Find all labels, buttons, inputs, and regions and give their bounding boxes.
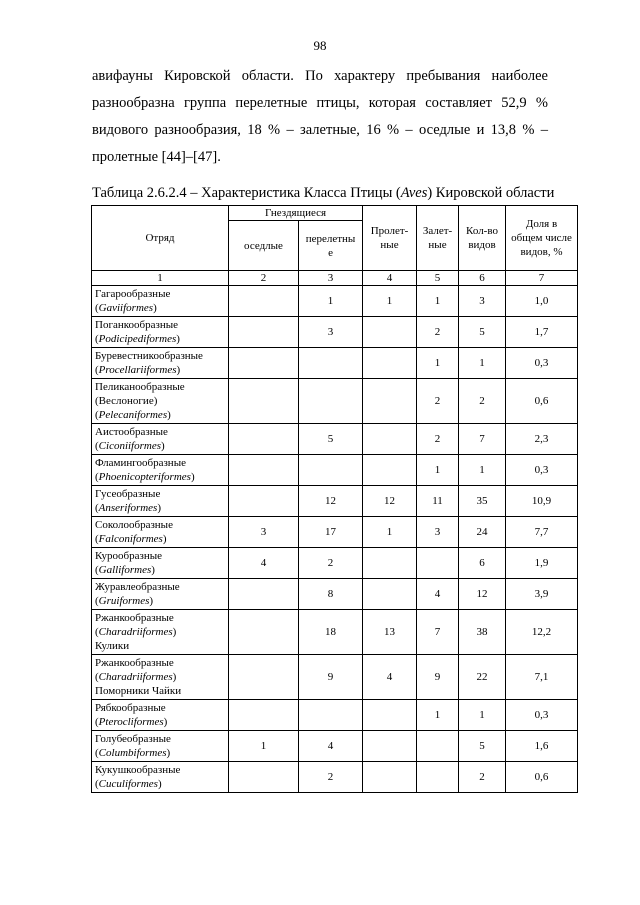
passage-cell: 4 [363, 655, 417, 700]
migratory-cell: 9 [299, 655, 363, 700]
passage-cell [363, 379, 417, 424]
table-row [92, 486, 578, 517]
table-row [92, 317, 578, 348]
passage-cell: 12 [363, 486, 417, 517]
order-cell: Пеликанообразные (Веслоногие) (Pelecaniformes) [92, 379, 229, 424]
sedentary-cell [229, 762, 299, 793]
column-number: 1 [92, 271, 229, 286]
table-row [92, 455, 578, 486]
sedentary-cell [229, 610, 299, 655]
table-row [92, 348, 578, 379]
sedentary-cell [229, 579, 299, 610]
body-paragraph: авифауны Кировской области. По характеру пребывания наиболее разнообразна группа перелетные птицы, которая составляет 52,9 % видового разнообразия, 18 % – залетные, 16 % – оседлые и 13,8 % – пролетные [44]–[47]. [92, 68, 548, 165]
vagrant-cell: 3 [417, 517, 459, 548]
vagrant-cell [417, 548, 459, 579]
table-row [92, 610, 578, 655]
migratory-cell: 3 [299, 317, 363, 348]
share-cell: 3,9 [506, 579, 578, 610]
order-latin-name: Pterocliformes [98, 716, 164, 728]
count-cell: 7 [459, 424, 506, 455]
order-name: Ржанкообразные [95, 657, 174, 669]
order-cell: Кукушкообразные (Cuculiformes) [92, 762, 229, 793]
order-name: Курообразные [95, 550, 162, 562]
passage-cell [363, 424, 417, 455]
sedentary-cell: 4 [229, 548, 299, 579]
share-cell: 10,9 [506, 486, 578, 517]
count-cell: 12 [459, 579, 506, 610]
migratory-cell: 2 [299, 548, 363, 579]
order-cell: Журавлеобразные (Gruiformes) [92, 579, 229, 610]
sedentary-cell: 3 [229, 517, 299, 548]
count-cell: 35 [459, 486, 506, 517]
migratory-cell: 5 [299, 424, 363, 455]
migratory-cell [299, 700, 363, 731]
share-cell: 12,2 [506, 610, 578, 655]
column-number: 5 [417, 271, 459, 286]
header-order: Отряд [92, 206, 229, 271]
count-cell: 1 [459, 700, 506, 731]
count-cell: 1 [459, 455, 506, 486]
order-latin-name: Ciconiiformes [98, 440, 162, 452]
table-row [92, 700, 578, 731]
vagrant-cell [417, 762, 459, 793]
table-row [92, 424, 578, 455]
order-latin-name: Gaviiformes [98, 302, 154, 314]
share-cell: 1,6 [506, 731, 578, 762]
passage-cell [363, 762, 417, 793]
order-latin-name: Phoenicopteriformes [98, 471, 191, 483]
passage-cell [363, 317, 417, 348]
vagrant-cell: 9 [417, 655, 459, 700]
count-cell: 1 [459, 348, 506, 379]
order-name: Кукушкообразные [95, 764, 181, 776]
migratory-cell: 12 [299, 486, 363, 517]
order-latin-name: Podicipediformes [98, 333, 177, 345]
sedentary-cell: 1 [229, 731, 299, 762]
order-cell: Аистообразные (Ciconiiformes) [92, 424, 229, 455]
count-cell: 2 [459, 379, 506, 424]
order-name: Соколообразные [95, 519, 173, 531]
count-cell: 38 [459, 610, 506, 655]
table-row [92, 517, 578, 548]
share-cell: 1,0 [506, 286, 578, 317]
sedentary-cell [229, 700, 299, 731]
vagrant-cell: 1 [417, 700, 459, 731]
passage-cell [363, 348, 417, 379]
caption-latin: Aves [400, 185, 428, 201]
order-name: Гагарообразные [95, 288, 171, 300]
share-cell: 2,3 [506, 424, 578, 455]
order-cell: Голубеобразные (Columbiformes) [92, 731, 229, 762]
migratory-cell: 2 [299, 762, 363, 793]
order-latin-name: Falconiformes [98, 533, 163, 545]
share-cell: 1,9 [506, 548, 578, 579]
migratory-cell: 1 [299, 286, 363, 317]
count-cell: 24 [459, 517, 506, 548]
table-row [92, 655, 578, 700]
sedentary-cell [229, 424, 299, 455]
sedentary-cell [229, 286, 299, 317]
passage-cell [363, 548, 417, 579]
count-cell: 5 [459, 317, 506, 348]
birds-table [91, 205, 578, 793]
header-nesting: Гнездящиеся [229, 206, 363, 221]
count-cell: 6 [459, 548, 506, 579]
passage-cell [363, 700, 417, 731]
order-cell: Курообразные (Galliformes) [92, 548, 229, 579]
migratory-cell [299, 379, 363, 424]
sedentary-cell [229, 655, 299, 700]
header-migratory: перелетны е [299, 221, 363, 271]
order-cell: Гусеобразные (Anseriformes) [92, 486, 229, 517]
order-cell: Поганкообразные (Podicipediformes) [92, 317, 229, 348]
column-number: 2 [229, 271, 299, 286]
order-latin-name: Cuculiformes [98, 778, 158, 790]
order-latin-name: Columbiformes [98, 747, 167, 759]
order-name: Пеликанообразные (Веслоногие) [95, 381, 185, 407]
header-count: Кол-во видов [459, 206, 506, 271]
sedentary-cell [229, 317, 299, 348]
vagrant-cell: 7 [417, 610, 459, 655]
order-name: Рябкообразные [95, 702, 166, 714]
order-cell: Буревестникообразные (Procellariiformes) [92, 348, 229, 379]
order-name: Голубеобразные [95, 733, 171, 745]
column-number: 4 [363, 271, 417, 286]
caption-prefix: Таблица 2.6.2.4 – Характеристика Класса Птицы ( [92, 185, 401, 201]
table-row [92, 762, 578, 793]
order-latin-name: Procellariiformes [98, 364, 177, 376]
vagrant-cell [417, 731, 459, 762]
order-cell: Фламингообразные (Phoenicopteriformes) [92, 455, 229, 486]
passage-cell [363, 579, 417, 610]
share-cell: 0,6 [506, 379, 578, 424]
count-cell: 22 [459, 655, 506, 700]
order-name: Аистообразные [95, 426, 168, 438]
order-latin-name: Gruiformes [98, 595, 150, 607]
table-row [92, 579, 578, 610]
table-row [92, 379, 578, 424]
column-number: 7 [506, 271, 578, 286]
vagrant-cell: 2 [417, 424, 459, 455]
passage-cell: 1 [363, 286, 417, 317]
share-cell: 0,6 [506, 762, 578, 793]
count-cell: 5 [459, 731, 506, 762]
order-cell: Гагарообразные (Gaviiformes) [92, 286, 229, 317]
migratory-cell: 17 [299, 517, 363, 548]
column-numbers-row [92, 271, 578, 286]
vagrant-cell: 4 [417, 579, 459, 610]
vagrant-cell: 11 [417, 486, 459, 517]
order-latin-name: Pelecaniformes [98, 409, 168, 421]
vagrant-cell: 2 [417, 317, 459, 348]
table-body [92, 286, 578, 793]
vagrant-cell: 2 [417, 379, 459, 424]
order-name: Гусеобразные [95, 488, 161, 500]
order-name: Ржанкообразные [95, 612, 174, 624]
sedentary-cell [229, 455, 299, 486]
passage-cell: 13 [363, 610, 417, 655]
page-number: 98 [313, 38, 327, 53]
share-cell: 7,1 [506, 655, 578, 700]
sedentary-cell [229, 348, 299, 379]
migratory-cell: 4 [299, 731, 363, 762]
passage-cell [363, 731, 417, 762]
column-number: 6 [459, 271, 506, 286]
caption-suffix: ) Кировской области [427, 185, 555, 201]
order-latin-name: Charadriiformes [98, 671, 173, 683]
vagrant-cell: 1 [417, 286, 459, 317]
order-cell: Ржанкообразные (Charadriiformes) Поморники Чайки [92, 655, 229, 700]
order-note: Поморники Чайки [95, 685, 182, 697]
sedentary-cell [229, 379, 299, 424]
table-caption [92, 184, 572, 202]
migratory-cell: 18 [299, 610, 363, 655]
table-row [92, 548, 578, 579]
migratory-cell [299, 455, 363, 486]
header-share: Доля в общем числе видов, % [506, 206, 578, 271]
table-row [92, 731, 578, 762]
migratory-cell: 8 [299, 579, 363, 610]
vagrant-cell: 1 [417, 348, 459, 379]
header-sedentary: оседлые [229, 221, 299, 271]
order-cell: Соколообразные (Falconiformes) [92, 517, 229, 548]
share-cell: 7,7 [506, 517, 578, 548]
header-vagrant: Залет-ные [417, 206, 459, 271]
order-cell: Рябкообразные (Pterocliformes) [92, 700, 229, 731]
share-cell: 0,3 [506, 455, 578, 486]
share-cell: 0,3 [506, 348, 578, 379]
order-name: Буревестникообразные [95, 350, 203, 362]
share-cell: 1,7 [506, 317, 578, 348]
order-latin-name: Anseriformes [98, 502, 158, 514]
count-cell: 3 [459, 286, 506, 317]
share-cell: 0,3 [506, 700, 578, 731]
table-row [92, 286, 578, 317]
count-cell: 2 [459, 762, 506, 793]
migratory-cell [299, 348, 363, 379]
order-name: Журавлеобразные [95, 581, 180, 593]
order-note: Кулики [95, 640, 130, 652]
sedentary-cell [229, 486, 299, 517]
order-cell: Ржанкообразные (Charadriiformes) Кулики [92, 610, 229, 655]
passage-cell: 1 [363, 517, 417, 548]
order-name: Поганкообразные [95, 319, 178, 331]
order-latin-name: Galliformes [98, 564, 152, 576]
order-name: Фламингообразные [95, 457, 186, 469]
column-number: 3 [299, 271, 363, 286]
order-latin-name: Charadriiformes [98, 626, 173, 638]
header-passage: Пролет-ные [363, 206, 417, 271]
vagrant-cell: 1 [417, 455, 459, 486]
passage-cell [363, 455, 417, 486]
